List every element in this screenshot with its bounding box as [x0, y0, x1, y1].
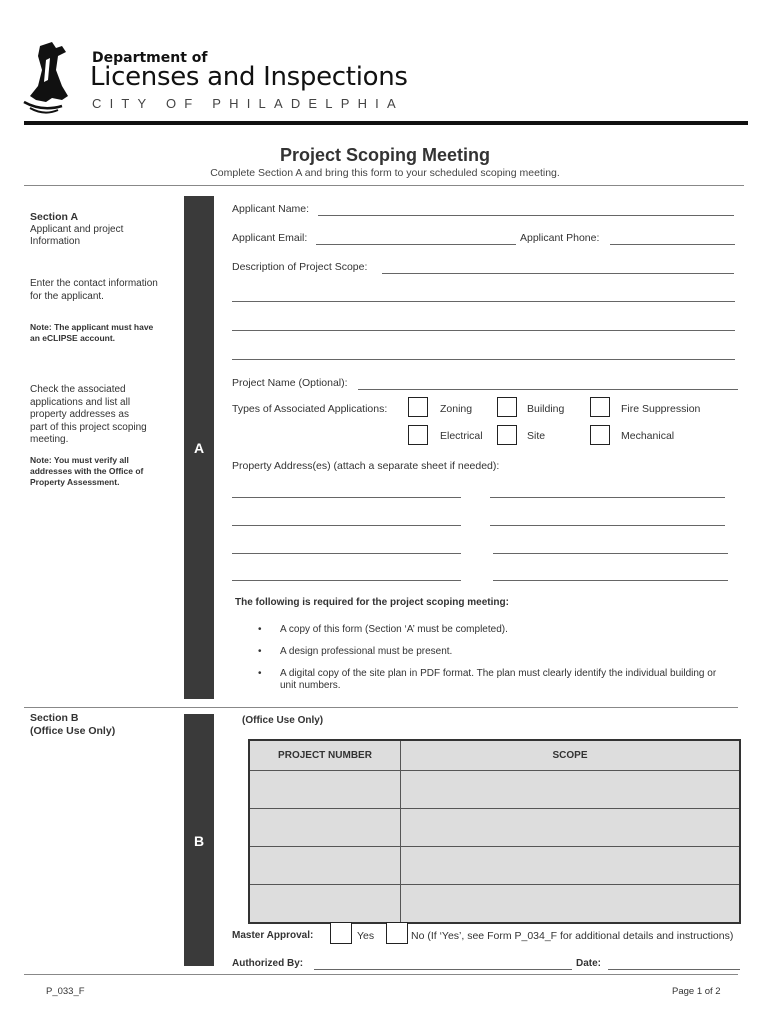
applicant-email-label: Applicant Email: [232, 232, 308, 244]
col-scope: SCOPE [401, 740, 741, 771]
project-number-cell[interactable] [249, 771, 401, 809]
table-header-row [249, 740, 740, 771]
bullet-icon: • [258, 624, 262, 635]
required-item-1: A copy of this form (Section ‘A’ must be completed). [280, 624, 508, 635]
table-row [249, 809, 740, 847]
section-a-sidebar [30, 211, 170, 249]
section-divider [24, 707, 738, 708]
required-item-2: A design professional must be present. [280, 646, 453, 657]
date-field[interactable] [608, 969, 740, 970]
check-assoc-text: Check the associated applications and list all property addresses as part of this project scoping meeting. [30, 384, 147, 445]
section-b-sidebar [30, 712, 170, 737]
property-address-1[interactable] [232, 497, 461, 498]
applicant-email-field[interactable] [316, 244, 516, 245]
master-approval-no-checkbox[interactable] [386, 922, 408, 944]
note-verify: Note: You must verify all addresses with the Office of Property Assessment. [30, 455, 144, 487]
types-label: Types of Associated Applications: [232, 403, 388, 415]
table-row [249, 771, 740, 809]
mechanical-label: Mechanical [621, 430, 675, 442]
scope-cell[interactable] [401, 771, 741, 809]
dept-name: Licenses and Inspections [90, 62, 408, 92]
site-checkbox[interactable] [497, 425, 517, 445]
property-address-6[interactable] [493, 553, 728, 554]
electrical-checkbox[interactable] [408, 425, 428, 445]
property-address-8[interactable] [493, 580, 728, 581]
bullet-icon: • [258, 646, 262, 657]
fire-suppression-label: Fire Suppression [621, 403, 701, 415]
table-row [249, 885, 740, 924]
office-use-label: (Office Use Only) [242, 715, 324, 726]
liberty-bell-icon [22, 40, 84, 116]
section-a-desc: Applicant and project Information [30, 223, 124, 247]
description-field-3[interactable] [232, 330, 735, 331]
building-checkbox[interactable] [497, 397, 517, 417]
master-approval-label: Master Approval: [232, 930, 314, 941]
section-a-letter: A [193, 440, 205, 456]
building-label: Building [527, 403, 565, 415]
master-approval-yes-checkbox[interactable] [330, 922, 352, 944]
city-name: CITY OF PHILADELPHIA [92, 96, 404, 111]
description-label: Description of Project Scope: [232, 261, 368, 273]
description-field-1[interactable] [382, 273, 734, 274]
dept-of: Department of [92, 50, 208, 66]
site-label: Site [527, 430, 546, 442]
master-approval-yes-label: Yes [357, 930, 375, 942]
project-name-field[interactable] [358, 389, 738, 390]
section-b-letter: B [193, 833, 205, 849]
page-number: Page 1 of 2 [672, 986, 721, 997]
project-number-cell[interactable] [249, 847, 401, 885]
scope-cell[interactable] [401, 885, 741, 924]
required-heading: The following is required for the project scoping meeting: [235, 597, 509, 608]
property-address-2[interactable] [490, 497, 725, 498]
logo [22, 40, 84, 116]
authorized-by-field[interactable] [314, 969, 572, 970]
applicant-phone-field[interactable] [610, 244, 735, 245]
property-address-7[interactable] [232, 580, 461, 581]
section-b-office-use: (Office Use Only) [30, 724, 116, 737]
description-field-4[interactable] [232, 359, 735, 360]
property-address-4[interactable] [490, 525, 725, 526]
scope-cell[interactable] [401, 847, 741, 885]
project-table [248, 739, 741, 924]
bullet-icon: • [258, 668, 262, 679]
required-item-3: A digital copy of the site plan in PDF format. The plan must clearly identify the individual building or unit numbers. [280, 668, 717, 691]
project-number-cell[interactable] [249, 885, 401, 924]
form-subtitle: Complete Section A and bring this form to your scheduled scoping meeting. [210, 167, 560, 179]
property-address-5[interactable] [232, 553, 461, 554]
form-title: Project Scoping Meeting [279, 145, 491, 165]
footer-rule [24, 974, 738, 975]
section-a-heading: Section A [30, 211, 79, 223]
header-rule [24, 121, 748, 125]
col-project-number: PROJECT NUMBER [249, 740, 401, 771]
description-field-2[interactable] [232, 301, 735, 302]
zoning-label: Zoning [440, 403, 473, 415]
applicant-phone-label: Applicant Phone: [520, 232, 600, 244]
master-approval-no-label: No (If ‘Yes’, see Form P_034_F for additional details and instructions) [411, 930, 734, 942]
applicant-name-label: Applicant Name: [232, 203, 310, 215]
authorized-by-label: Authorized By: [232, 958, 304, 969]
table-row [249, 847, 740, 885]
section-b-heading: Section B [30, 712, 79, 724]
applicant-name-field[interactable] [318, 215, 734, 216]
title-rule [24, 185, 744, 186]
fire-suppression-checkbox[interactable] [590, 397, 610, 417]
zoning-checkbox[interactable] [408, 397, 428, 417]
electrical-label: Electrical [440, 430, 483, 442]
property-address-3[interactable] [232, 525, 461, 526]
note-eclipse: Note: The applicant must have an eCLIPSE account. [30, 322, 154, 343]
date-label: Date: [576, 958, 602, 969]
property-label: Property Address(es) (attach a separate sheet if needed): [232, 460, 500, 472]
project-name-label: Project Name (Optional): [232, 377, 348, 389]
enter-contact-text: Enter the contact information for the applicant. [30, 278, 158, 302]
scope-cell[interactable] [401, 809, 741, 847]
project-number-cell[interactable] [249, 809, 401, 847]
mechanical-checkbox[interactable] [590, 425, 610, 445]
form-code: P_033_F [46, 986, 85, 997]
